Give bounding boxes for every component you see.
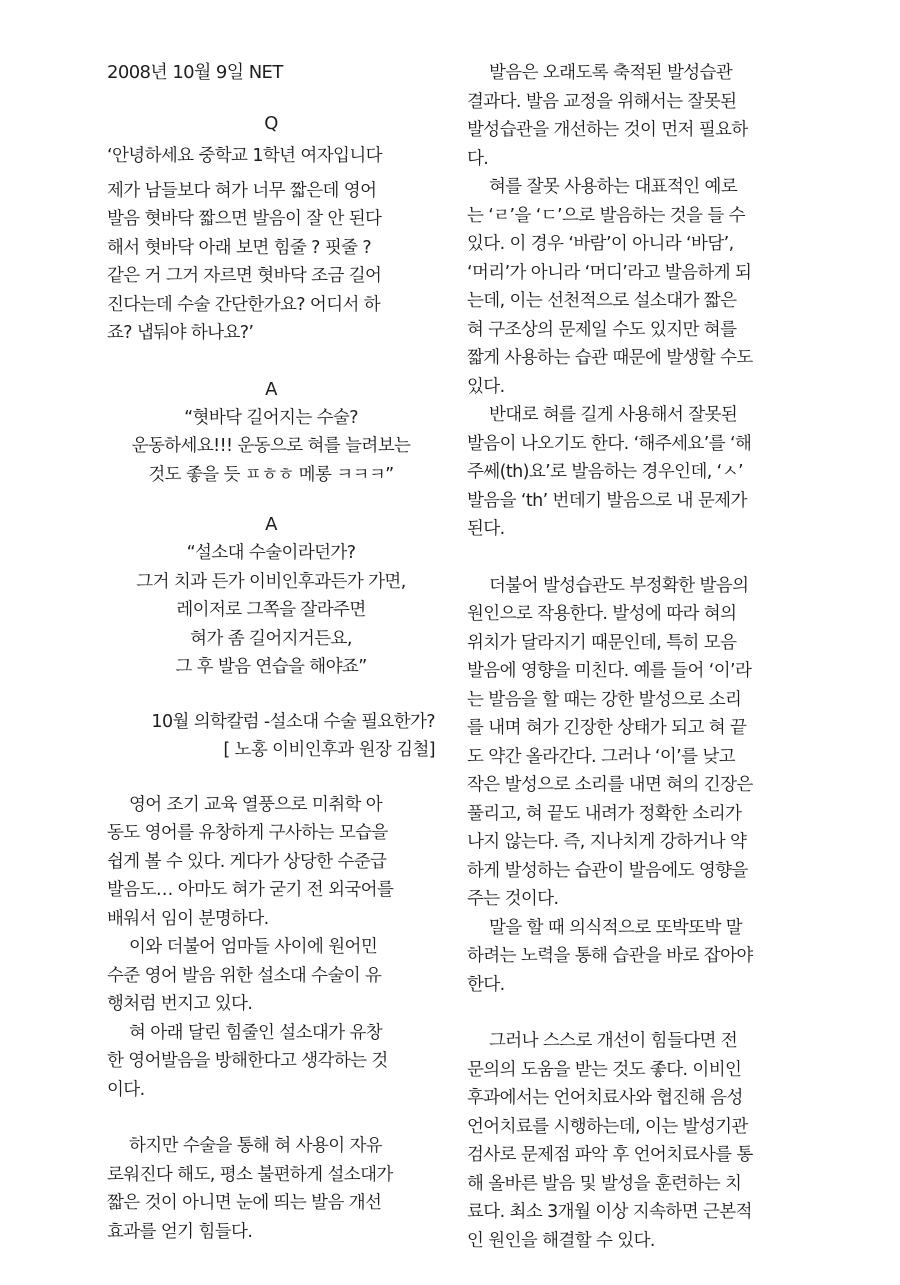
paragraph-line: 검사로 문제점 파악 후 언어치료사를 통 (467, 1145, 753, 1165)
answer2-line: 그거 치과 든가 이비인후과든가 가면, (136, 571, 406, 592)
answer2-line: “설소대 수술이라던가? (186, 543, 356, 563)
paragraph-line: 동도 영어를 유창하게 구사하는 모습을 (107, 823, 388, 843)
paragraph-line: 인 원인을 해결할 수 있다. (467, 1230, 655, 1251)
question-line: 진다는데 수술 간단한가요? 어디서 하 (107, 294, 381, 315)
paragraph-line: 나지 않는다. 즉, 지나치게 강하거나 약 (467, 832, 747, 852)
left-column (107, 59, 435, 1246)
question-line: 발음 혓바닥 짧으면 발음이 잘 안 된다 (107, 209, 382, 229)
paragraph-line: 문의의 도움을 받는 것도 좋다. 이비인 (467, 1059, 742, 1080)
paragraph-line: 도 약간 올라간다. 그러나 ‘이’를 낮고 (467, 746, 735, 767)
paragraph-line: 발음에 영향을 미친다. 예를 들어 ‘이’라 (467, 661, 752, 681)
answer1-text (107, 404, 435, 490)
paragraph-line: 이다. (107, 1079, 145, 1100)
paragraph-line: 이와 더불어 엄마들 사이에 원어민 (129, 937, 378, 957)
paragraph-line: 로워진다 해도, 평소 불편하게 설소대가 (107, 1164, 393, 1185)
right-paragraph-1 (467, 59, 795, 173)
paragraph-line: 된다. (467, 519, 505, 539)
answer1-line: 것도 좋을 듯 ㅍㅎㅎ 메롱 ㅋㅋㅋ” (148, 464, 394, 485)
paragraph-line: 쉽게 볼 수 있다. 게다가 상당한 수준급 (107, 851, 387, 872)
paragraph-line: 있다. 이 경우 ‘바람’이 아니라 ‘바담’, (467, 234, 734, 254)
paragraph-line: 언어치료를 시행하는데, 이는 발성기관 (467, 1116, 748, 1137)
right-paragraph-4 (467, 572, 795, 914)
paragraph-line: 짧게 사용하는 습관 때문에 발생할 수도 (467, 348, 753, 368)
answer1-line: 운동하세요!!! 운동으로 혀를 늘려보는 (131, 436, 411, 456)
right-paragraph-3 (467, 401, 795, 544)
question-line: 같은 거 그거 자르면 혓바닥 조금 길어 (107, 266, 382, 286)
paragraph-line: 해 올바른 발음 및 발성을 훈련하는 치 (467, 1173, 742, 1194)
answer2-mark-label: A (265, 514, 277, 535)
paragraph-line: 주는 것이다. (467, 889, 559, 909)
paragraph-line: 는 발음을 할 때는 강한 발성으로 소리 (467, 689, 742, 710)
paragraph-line: 그러나 스스로 개선이 힘들다면 전 (489, 1031, 738, 1051)
paragraph-line: 발음도… 아마도 혀가 굳기 전 외국어를 (107, 880, 394, 900)
paragraph-line: 위치가 달라지기 때문인데, 특히 모음 (467, 632, 737, 653)
paragraph-line: 한 영어발음을 방해한다고 생각하는 것 (107, 1051, 388, 1071)
date-line: 2008년 10월 9일 NET (107, 62, 283, 83)
paragraph-line: 있다. (467, 376, 505, 397)
column-author: [ 노홍 이비인후과 원장 김철] (223, 740, 435, 760)
paragraph-line: 하게 발성하는 습관이 발음에도 영향을 (467, 860, 748, 881)
paragraph-line: 발음이 나오기도 한다. ‘해주세요’를 ‘해 (467, 433, 752, 454)
paragraph-line: 혀 구조상의 문제일 수도 있지만 혀를 (467, 319, 737, 340)
paragraph-line: 를 내며 혀가 긴장한 상태가 되고 혀 끝 (467, 718, 747, 738)
column-title: 10월 의학칼럼 -설소대 수술 필요한가? (151, 711, 435, 732)
left-paragraph-4 (107, 1132, 435, 1246)
paragraph-line: 는데, 이는 선천적으로 설소대가 짧은 (467, 291, 737, 311)
question-line: 제가 남들보다 혀가 너무 짧은데 영어 (107, 180, 377, 201)
answer1-line: “혓바닥 길어지는 수술? (184, 407, 358, 428)
paragraph-line: 발성습관을 개선하는 것이 먼저 필요하 (467, 120, 748, 140)
paragraph-line: 는 ‘ㄹ’을 ‘ㄷ’으로 발음하는 것을 들 수 (467, 205, 745, 226)
right-paragraph-6 (467, 1027, 795, 1255)
paragraph-line: 더불어 발성습관도 부정확한 발음의 (489, 575, 749, 596)
paragraph-line: ‘머리’가 아니라 ‘머디’라고 발음하게 되 (467, 262, 752, 283)
question-line: 죠? 냅둬야 하나요?’ (107, 323, 254, 343)
left-paragraph-3 (107, 1019, 435, 1105)
paragraph-line: 혀를 잘못 사용하는 대표적인 예로 (489, 177, 738, 197)
answer1-mark-label: A (265, 378, 277, 400)
answer2-line: 그 후 발음 연습을 해야죠” (175, 657, 367, 677)
paragraph-line: 행처럼 번지고 있다. (107, 994, 253, 1014)
answer2-line: 혀가 좀 길어지거든요, (190, 628, 352, 649)
paragraph-line: 혀 아래 달린 힘줄인 설소대가 유창 (129, 1022, 383, 1043)
paragraph-line: 말을 할 때 의식적으로 또박또박 말 (489, 917, 743, 938)
right-paragraph-5 (467, 914, 795, 1000)
paragraph-line: 짧은 것이 아니면 눈에 띄는 발음 개선 (107, 1193, 382, 1213)
right-column (467, 59, 795, 1255)
paragraph-line: 료다. 최소 3개월 이상 지속하면 근본적 (467, 1202, 752, 1222)
question-mark-label: Q (264, 113, 278, 134)
paragraph-line: 영어 조기 교육 열풍으로 미취학 아 (129, 794, 383, 815)
left-paragraph-1 (107, 791, 435, 934)
question-line: 해서 혓바닥 아래 보면 힘줄 ? 핏줄 ? (107, 237, 372, 258)
paragraph-line: 발음을 ‘th’ 번데기 발음으로 내 문제가 (467, 490, 747, 511)
left-paragraph-2 (107, 933, 435, 1019)
paragraph-line: 배워서 임이 분명하다. (107, 908, 269, 929)
paragraph-line: 효과를 얻기 힘들다. (107, 1221, 253, 1242)
question-line: ‘안녕하세요 중학교 1학년 여자입니다 (107, 146, 382, 166)
paragraph-line: 수준 영어 발음 위한 설소대 수술이 유 (107, 965, 382, 986)
paragraph-line: 한다. (467, 974, 505, 995)
paragraph-line: 발음은 오래도록 축적된 발성습관 (489, 63, 733, 83)
paragraph-line: 반대로 혀를 길게 사용해서 잘못된 (489, 405, 738, 425)
paragraph-line: 하려는 노력을 통해 습관을 바로 잡아야 (467, 946, 753, 966)
paragraph-line: 풀리고, 혀 끝도 내려가 정확한 소리가 (467, 803, 742, 824)
question-text (107, 142, 435, 348)
paragraph-line: 하지만 수술을 통해 혀 사용이 자유 (129, 1136, 383, 1156)
paragraph-line: 후과에서는 언어치료사와 협진해 음성 (467, 1088, 743, 1108)
answer2-line: 레이저로 그쪽을 잘라주면 (176, 600, 366, 620)
paragraph-line: 원인으로 작용한다. 발성에 따라 혀의 (467, 604, 737, 624)
paragraph-line: 주쎄(th)요’로 발음하는 경우인데, ‘ㅅ’ (467, 462, 743, 482)
paragraph-line: 다. (467, 148, 489, 169)
paragraph-line: 결과다. 발음 교정을 위해서는 잘못된 (467, 91, 737, 112)
right-paragraph-2 (467, 173, 795, 401)
paragraph-line: 작은 발성으로 소리를 내면 혀의 긴장은 (467, 775, 753, 795)
answer2-text (107, 539, 435, 682)
